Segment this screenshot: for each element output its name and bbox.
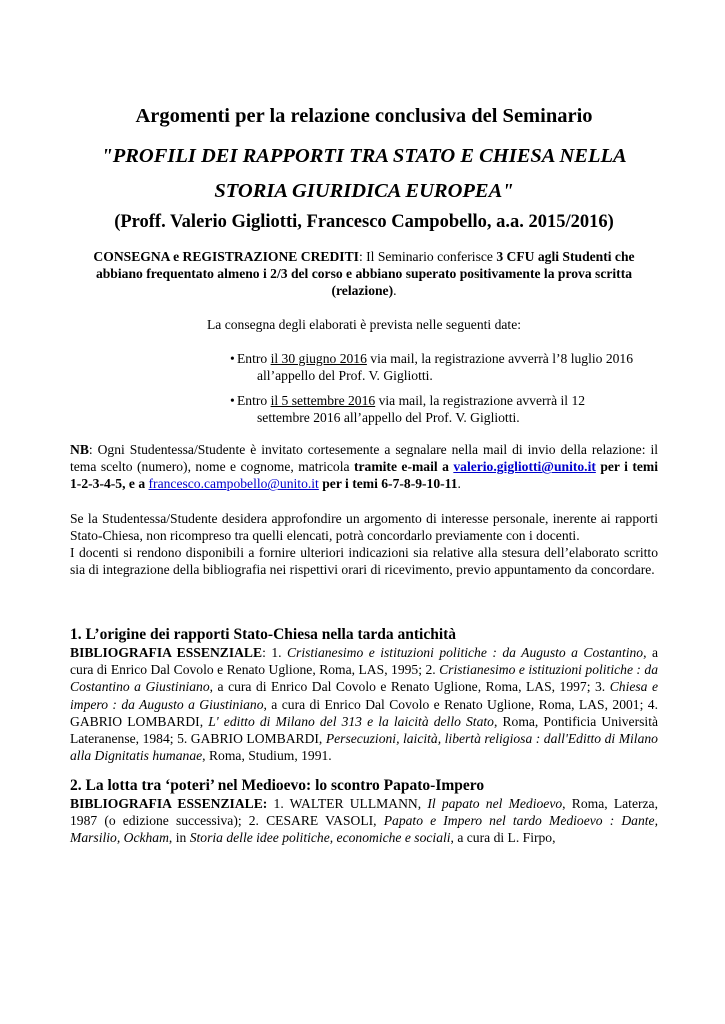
bullet-pre: Entro <box>237 393 271 408</box>
bullet-post: via mail, la registrazione avverrà il 12 <box>375 393 586 408</box>
title-line-1: Argomenti per la relazione conclusiva del Seminario <box>135 105 593 127</box>
email-link-campobello[interactable]: francesco.campobello@unito.it <box>148 476 319 492</box>
nb-text: : Ogni Studentessa/Studente è invitato cortesemente a segnalare nella mail di invio della relazione: il tema scelto (numero), nome e cognome, matricola <box>70 442 658 475</box>
topic-heading-1: 1. L’origine dei rapporti Stato-Chiesa nella tarda antichità <box>70 626 457 643</box>
consegna-end: . <box>393 283 397 299</box>
bullet-item-2 <box>230 392 660 426</box>
docenti-paragraph: I docenti si rendono disponibili a fornire ulteriori indicazioni sia relative alla stesura dell’elaborato scritto sia di integrazione della bibliografia nei rispettivi orari di ricevimento, previo appuntamento da concordare. <box>70 545 658 578</box>
biblio-text: , Roma, Laterza, 1987 (o edizione successiva); 2. CESARE VASOLI, <box>70 796 658 829</box>
bullet-line-2: all’appello del Prof. V. Gigliotti. <box>257 368 433 384</box>
biblio-title: Papato e Impero nel tardo Medioevo : Dante, Marsilio, Ockham <box>70 813 658 846</box>
biblio-text: 1. WALTER ULLMANN, <box>267 796 428 811</box>
biblio-text: : 1. <box>262 645 287 660</box>
topic-biblio-2 <box>70 795 658 847</box>
biblio-text: , Roma, Studium, 1991. <box>202 748 332 764</box>
bullet-item-1 <box>230 350 660 384</box>
consegna-paragraph <box>70 248 658 300</box>
biblio-title: Storia delle idee politiche, economiche e sociali <box>189 830 451 846</box>
subtitle: (Proff. Valerio Gigliotti, Francesco Campobello, a.a. 2015/2016) <box>114 212 614 232</box>
bullet-pre: Entro <box>237 351 271 366</box>
bullet-date: il 5 settembre 2016 <box>270 393 376 408</box>
bullet-post: via mail, la registrazione avverrà l’8 luglio 2016 <box>366 351 634 366</box>
consegna-text: : Il Seminario conferisce <box>358 249 497 264</box>
interest-paragraph: Se la Studentessa/Studente desidera approfondire un argomento di interesse personale, inerente ai rapporti Stato-Chiesa, non ricompreso tra quelli elencati, potrà concordarlo previamente con i docenti. <box>70 511 658 544</box>
topic-biblio-1 <box>70 644 658 764</box>
biblio-title: Cristianesimo e istituzioni politiche : da Costantino a Giustiniano <box>70 662 658 695</box>
bullet-date: il 30 giugno 2016 <box>270 351 367 366</box>
bullet-line <box>237 392 660 409</box>
biblio-text: , in <box>168 830 190 846</box>
nb-paragraph <box>70 441 658 493</box>
biblio-text: , Roma, Pontificia Università Lateranense, 1984; 5. GABRIO LOMBARDI, <box>70 713 658 747</box>
biblio-label: BIBLIOGRAFIA ESSENZIALE: <box>70 796 268 811</box>
biblio-text: , a cura di L. Firpo, <box>450 830 556 846</box>
biblio-title: Il papato nel Medioevo <box>427 796 563 811</box>
biblio-text: , a cura di Enrico Dal Covolo e Renato Uglione, Roma, LAS, 1997; 3. <box>209 679 610 695</box>
nb-bold: per i temi 6-7-8-9-10-11 <box>318 476 458 492</box>
bullet-icon: • <box>230 393 235 408</box>
nb-label: NB <box>70 442 89 457</box>
nb-end: . <box>457 476 461 492</box>
topic-heading-2: 2. La lotta tra ‘poteri’ nel Medioevo: lo scontro Papato-Impero <box>70 777 485 794</box>
bullet-icon: • <box>230 351 235 366</box>
biblio-title: Cristianesimo e istituzioni politiche : da Augusto a Costantino <box>286 645 644 660</box>
title-line-3: STORIA GIURIDICA EUROPEA" <box>214 180 514 202</box>
nb-bold: tramite e-mail a <box>353 459 454 475</box>
biblio-title: L' editto di Milano del 313 e la laicità dello Stato <box>208 713 494 729</box>
title-line-2: "PROFILI DEI RAPPORTI TRA STATO E CHIESA NELLA <box>101 145 627 167</box>
biblio-text: , a cura di Enrico Dal Covolo e Renato Uglione, Roma, LAS, 1995; 2. <box>70 645 658 678</box>
dates-intro: La consegna degli elaborati è prevista nelle seguenti date: <box>206 317 522 332</box>
biblio-title: Persecuzioni, laicità, libertà religiosa : dall'Editto di Milano alla Dignitatis humanae <box>70 731 658 764</box>
biblio-label: BIBLIOGRAFIA ESSENZIALE <box>70 645 263 660</box>
biblio-text: , a cura di Enrico Dal Covolo e Renato Uglione, Roma, LAS, 2001; 4. GABRIO LOMBARDI, <box>70 696 658 729</box>
consegna-bold: 3 CFU agli Studenti che abbiano frequentato almeno i 2/3 del corso e abbiano superato positivamente la prova scritta (relazione) <box>95 249 635 299</box>
email-link-gigliotti[interactable]: valerio.gigliotti@unito.it <box>453 459 596 475</box>
consegna-label: CONSEGNA e REGISTRAZIONE CREDITI <box>93 249 359 264</box>
bullet-line <box>237 350 660 367</box>
biblio-title: Chiesa e impero : da Augusto a Giustiniano <box>70 679 658 712</box>
nb-bold: per i temi 1-2-3-4-5, e a <box>70 459 659 492</box>
bullet-line-2: settembre 2016 all’appello del Prof. V. Gigliotti. <box>257 410 520 426</box>
